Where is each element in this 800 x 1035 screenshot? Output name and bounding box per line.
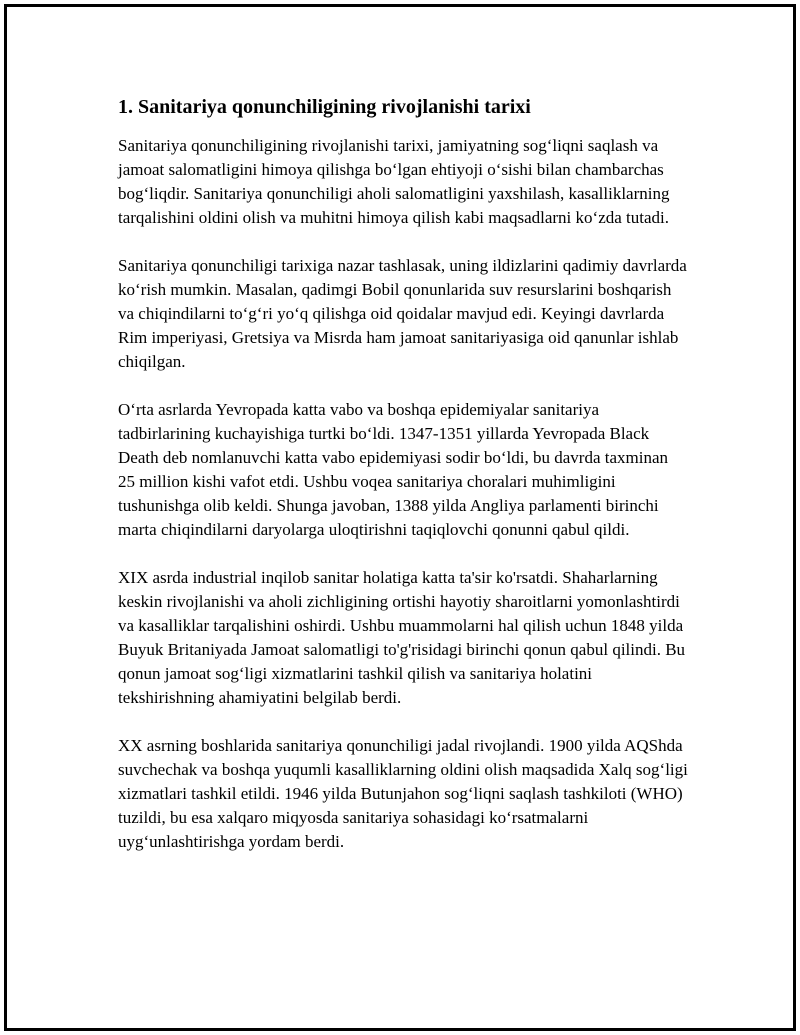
- paragraph-4: XIX asrda industrial inqilob sanitar holatiga katta ta'sir ko'rsatdi. Shaharlarning keskin rivojlanishi va aholi zichligining ortishi hayotiy sharoitlarni yomonlashtirdi va kasalliklar tarqalishini oshirdi. Ushbu muammolarni hal qilish uchun 1848 yilda Buyuk Britaniyada Jamoat salomatligi to'g'risidagi birinchi qonun qabul qilindi. Bu qonun jamoat sog‘ligi xizmatlarini tashkil qilish va sanitariya holatini tekshirishning ahamiyatini belgilab berdi.: [118, 568, 686, 707]
- document-body: [118, 94, 688, 878]
- paragraph-1: Sanitariya qonunchiligining rivojlanishi tarixi, jamiyatning sog‘liqni saqlash va jamoat salomatligini himoya qilishga bo‘lgan ehtiyoji o‘sishi bilan chambarchas bog‘liqdir. Sanitariya qonunchiligi aholi salomatligini yaxshilash, kasalliklarning tarqalishini oldini olish va muhitni himoya qilish kabi maqsadlarni ko‘zda tutadi.: [118, 136, 670, 227]
- paragraph-3: O‘rta asrlarda Yevropada katta vabo va boshqa epidemiyalar sanitariya tadbirlarining kuchayishiga turtki bo‘ldi. 1347-1351 yillarda Yevropada Black Death deb nomlanuvchi katta vabo epidemiyasi sodir bo‘ldi, bu davrda taxminan 25 million kishi vafot etdi. Ushbu voqea sanitariya choralari muhimligini tushunishga olib keldi. Shunga javoban, 1388 yilda Angliya parlamenti birinchi marta chiqindilarni daryolarga uloqtirishni taqiqlovchi qonunni qabul qildi.: [118, 400, 668, 539]
- paragraph-2: Sanitariya qonunchiligi tarixiga nazar tashlasak, uning ildizlarini qadimiy davrlarda ko‘rish mumkin. Masalan, qadimgi Bobil qonunlarida suv resurslarini boshqarish va chiqindilarni to‘g‘ri yo‘q qilishga oid qoidalar mavjud edi. Keyingi davrlarda Rim imperiyasi, Gretsiya va Misrda ham jamoat sanitariyasiga oid qanunlar ishlab chiqilgan.: [118, 256, 687, 371]
- section-heading: 1. Sanitariya qonunchiligining rivojlanishi tarixi: [118, 96, 531, 118]
- paragraph-5: XX asrning boshlarida sanitariya qonunchiligi jadal rivojlandi. 1900 yilda AQShda suvchechak va boshqa yuqumli kasalliklarning oldini olish maqsadida Xalq sog‘ligi xizmatlari tashkil etildi. 1946 yilda Butunjahon sog‘liqni saqlash tashkiloti (WHO) tuzildi, bu esa xalqaro miqyosda sanitariya sohasidagi ko‘rsatmalarni uyg‘unlashtirishga yordam berdi.: [118, 736, 688, 851]
